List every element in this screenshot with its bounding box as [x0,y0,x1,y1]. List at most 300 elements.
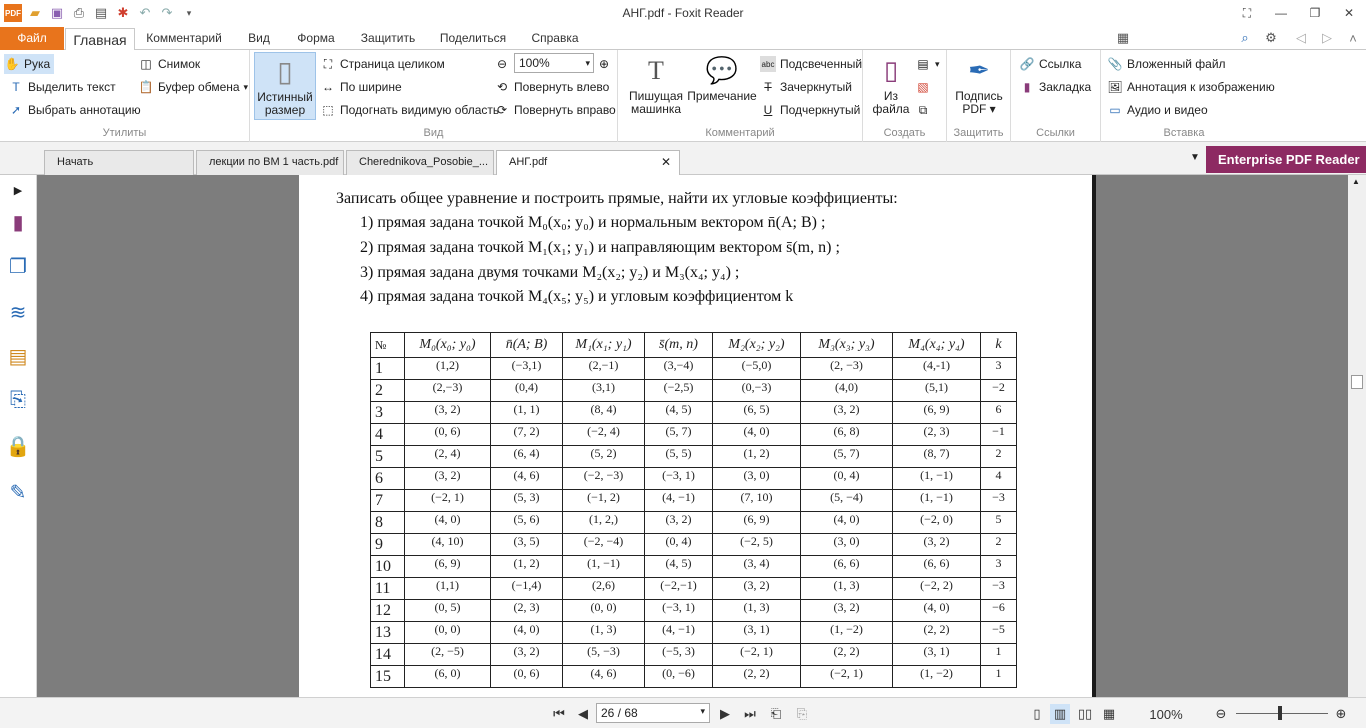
expand-panel-icon[interactable]: ▶ [13,184,23,197]
table-cell: (4, 0) [893,600,981,622]
table-cell: (0, −6) [645,666,713,688]
table-cell: −6 [981,600,1017,622]
paperclip-icon: 📎 [1107,57,1123,71]
table-cell: (−2, 4) [563,424,645,446]
table-row [371,446,1017,468]
signatures-panel-icon[interactable]: ✎ [9,481,27,504]
table-cell: (3, 2) [713,578,801,600]
table-cell: (6, 5) [713,402,801,424]
table-header-cell: M₀(x₀; y₀) [405,333,491,358]
table-row [371,468,1017,490]
table-cell: (3, 2) [801,402,893,424]
properties-icon[interactable]: ▤ [94,5,108,20]
table-cell: (−3, 1) [645,468,713,490]
underline-icon: U [763,103,773,117]
table-cell: (3, 4) [713,556,801,578]
from-file-button[interactable]: ▯ Из файла [872,54,910,116]
back-icon[interactable]: ◁ [1296,30,1306,45]
group-utils [0,50,250,142]
task-item-3: 3) прямая задана двумя точками M₂(x₂; y₂) и M₃(x₄; y₄) ; [360,264,740,281]
table-cell: (4, 0) [491,622,563,644]
pdf-page [299,175,1096,697]
group-label-insert: Вставка [1163,127,1205,139]
table-cell: (2, 3) [491,600,563,622]
settings-icon[interactable]: ⚙ [1265,30,1277,45]
rotate-right-button[interactable]: ⟳ Повернуть вправо [494,100,616,120]
image-annotation-button[interactable]: 🖼 Аннотация к изображению [1107,80,1275,94]
arrow-select-icon: ➚ [10,103,22,117]
group-label-links: Ссылки [1036,127,1075,139]
page-number-field[interactable]: 26 / 68 ▾ [596,703,710,723]
table-cell: 3 [981,556,1017,578]
table-cell: (3,1) [563,380,645,402]
table-cell: 6 [981,402,1017,424]
table-cell: (6, 6) [801,556,893,578]
table-cell: (1, −2) [893,666,981,688]
table-cell: (0, 6) [491,666,563,688]
security-panel-icon[interactable]: 🔒 [5,435,31,458]
table-cell: (−1,4) [491,578,563,600]
table-cell: (1, 3) [801,578,893,600]
table-cell: (−1, 2) [563,490,645,512]
table-row [371,380,1017,402]
zoom-select[interactable]: 100% ▾ [514,53,594,73]
close-button[interactable]: ✕ [1343,6,1355,20]
table-cell: (4, 6) [563,666,645,688]
table-cell: (5, −4) [801,490,893,512]
tab-form[interactable]: Форма [297,31,335,45]
table-cell: (3, 0) [713,468,801,490]
table-cell: (4, 5) [645,402,713,424]
table-cell: (4, 5) [645,556,713,578]
title-bar [0,0,1366,27]
table-cell: (4, 0) [405,512,491,534]
restore-button[interactable]: ❐ [1309,6,1321,20]
last-page-button[interactable]: ⏭ [744,706,756,721]
prev-page-button[interactable]: ◀ [578,706,588,721]
table-cell: 8 [371,512,405,534]
document-viewer [37,175,1348,697]
table-cell: (6, 8) [801,424,893,446]
bookmark-button[interactable]: ▮ Закладка [1019,77,1091,97]
enterprise-banner[interactable]: Enterprise PDF Reader [1206,146,1366,173]
tab-file[interactable]: Файл [0,27,64,50]
table-header-cell: M₂(x₂; y₂) [713,333,801,358]
chevron-down-icon: ▾ [700,706,705,716]
table-header-cell: M₄(x₄; y₄) [893,333,981,358]
rotate-right-icon: ⟳ [496,103,508,117]
table-cell: (1,1) [405,578,491,600]
table-header-cell: k [981,333,1017,358]
table-cell: (−3, 1) [645,600,713,622]
tab-comment[interactable]: Комментарий [146,31,222,45]
zoom-out-button[interactable] [494,54,510,74]
table-cell: (5, 3) [491,490,563,512]
table-cell: (1, −1) [893,490,981,512]
table-cell: −3 [981,578,1017,600]
zoom-slider-thumb[interactable] [1278,706,1282,720]
note-button[interactable]: 💬 Примечание [687,54,757,103]
fullscreen-icon[interactable]: ⛶ [1242,5,1252,20]
table-cell: 4 [981,468,1017,490]
table-cell: 2 [981,446,1017,468]
table-cell: (7, 10) [713,490,801,512]
table-cell: (3, 2) [405,468,491,490]
fit-width-button[interactable]: ↔ По ширине [322,80,402,94]
zoom-in-button[interactable] [596,54,612,74]
table-cell: (0, 0) [563,600,645,622]
table-header-cell: n̄(A; B) [491,333,563,358]
table-row [371,358,1017,380]
table-cell: (−2, −4) [563,534,645,556]
doc-tab-start[interactable]: Начать [44,150,194,175]
attachments-panel-icon[interactable]: ⎘ [10,388,26,411]
table-cell: (4,0) [801,380,893,402]
link-button[interactable]: 🔗 Ссылка [1019,57,1082,71]
table-cell: (2,−3) [405,380,491,402]
document-tabs [0,142,1366,175]
save-icon[interactable]: ▣ [50,5,64,20]
table-cell: (3, 2) [491,644,563,666]
table-cell: 3 [371,402,405,424]
table-cell: (0, 6) [405,424,491,446]
table-cell: (3, 2) [405,402,491,424]
actual-size-button[interactable]: ▯ Истинный размер [254,52,316,120]
table-cell: 1 [371,358,405,380]
table-cell: (0, 4) [645,534,713,556]
combine-icon: ⧉ [918,102,928,117]
table-cell: (1, 1) [491,402,563,424]
table-cell: (1, 2,) [563,512,645,534]
table-row [371,556,1017,578]
table-cell: (2, 4) [405,446,491,468]
tab-share[interactable]: Поделиться [439,31,507,45]
zoom-out-icon: ⊖ [496,57,508,71]
hand-icon: ✋ [4,57,20,71]
fit-width-icon: ↔ [322,80,334,94]
table-row [371,600,1017,622]
table-cell: (1, −1) [893,468,981,490]
snapshot-tool[interactable]: ◫ Снимок [138,54,200,74]
doc-tab-lectures[interactable]: лекции по ВМ 1 часть.pdf [196,150,344,175]
chevron-down-icon: ▾ [935,58,940,69]
table-cell: (4, 6) [491,468,563,490]
task-item-2: 2) прямая задана точкой M₁(x₁; y₁) и направляющим вектором s̄(m, n) ; [360,239,840,256]
status-bar [0,697,1366,728]
ribbon-tabs [0,27,1366,50]
fit-page-icon: ⛶ [323,56,333,71]
table-cell: (2,−1) [563,358,645,380]
prev-view-icon[interactable]: ⎗ [770,706,782,721]
group-comment [618,50,863,142]
table-cell: (0,4) [491,380,563,402]
task-heading: Записать общее уравнение и построить прямые, найти их угловые коэффициенты: [336,190,898,207]
navigation-panel [0,175,37,697]
tab-home[interactable]: Главная [65,28,135,52]
table-row [371,622,1017,644]
audio-video-button[interactable]: ▭ Аудио и видео [1107,100,1208,120]
camera-icon: ◫ [140,57,152,71]
create-blank-button[interactable] [915,54,940,74]
table-row [371,644,1017,666]
table-cell: (−5, 3) [645,644,713,666]
table-header-cell: № [371,333,405,358]
scroll-up-icon[interactable]: ▲ [1352,177,1360,186]
fit-visible-button[interactable]: ⬚ Подогнать видимую область [320,100,499,120]
table-cell: 11 [371,578,405,600]
attach-file-button[interactable]: 📎 Вложенный файл [1107,57,1226,71]
tabs-dropdown-icon[interactable]: ▼ [1190,152,1200,163]
table-header-cell: M₃(x₃; y₃) [801,333,893,358]
variants-table [370,332,1017,688]
chevron-down-icon: ▾ [585,57,590,68]
table-cell: (3, 1) [893,644,981,666]
group-links [1011,50,1101,142]
table-cell: 2 [981,534,1017,556]
table-cell: (6, 6) [893,556,981,578]
table-row [371,490,1017,512]
table-cell: (0, 0) [405,622,491,644]
table-cell: (2, 3) [893,424,981,446]
table-cell: (2, 2) [801,644,893,666]
table-cell: 4 [371,424,405,446]
table-cell: 9 [371,534,405,556]
table-cell: (5, −3) [563,644,645,666]
table-cell: −1 [981,424,1017,446]
table-cell: (−2, 0) [893,512,981,534]
from-clipboard-button[interactable] [915,77,931,97]
table-cell: (1, 2) [491,556,563,578]
clipboard-pdf-icon: ▧ [917,80,929,94]
table-cell: (0, 4) [801,468,893,490]
dropdown-icon[interactable]: ▾ [186,7,192,18]
table-cell: (3, 2) [801,600,893,622]
select-annotation-tool[interactable]: ➚ Выбрать аннотацию [8,100,141,120]
bookmarks-panel-icon[interactable]: ▮ [12,211,24,234]
sign-pdf-button[interactable]: ✒ Подпись PDF ▾ [955,54,1003,116]
table-cell: 1 [981,644,1017,666]
table-cell: (6, 9) [893,402,981,424]
find-icon[interactable]: ▦ [1116,30,1130,45]
continuous-page-icon[interactable]: ▥ [1050,704,1070,724]
tab-help[interactable]: Справка [531,31,579,45]
table-cell: (1,2) [405,358,491,380]
table-cell: (1, 2) [713,446,801,468]
table-cell: (3, 0) [801,534,893,556]
facing-page-icon[interactable]: ▯▯ [1077,706,1093,721]
table-cell: (−2, 2) [893,578,981,600]
table-cell: 15 [371,666,405,688]
highlight-button[interactable]: abc Подсвеченный [761,57,863,71]
table-cell: (3, 1) [713,622,801,644]
vertical-scrollbar[interactable] [1348,175,1366,697]
underline-button[interactable]: U Подчеркнутый [760,100,860,120]
table-row [371,424,1017,446]
table-cell: (5,1) [893,380,981,402]
table-cell: 5 [981,512,1017,534]
window-title: АНГ.pdf - Foxit Reader [622,6,744,20]
window-controls [1230,0,1366,26]
table-cell: (−2,5) [645,380,713,402]
next-page-button[interactable]: ▶ [720,706,730,721]
undo-icon[interactable]: ↶ [139,5,151,20]
image-icon: 🖼 [1107,80,1123,94]
table-cell: (−2, 1) [713,644,801,666]
strikeout-icon: T [764,80,772,94]
table-cell: (6, 4) [491,446,563,468]
fit-page-button[interactable]: ⛶ Страница целиком [320,54,445,74]
table-cell: (6, 0) [405,666,491,688]
table-cell: (−2,−1) [645,578,713,600]
table-cell: (0, 5) [405,600,491,622]
strikeout-button[interactable]: T Зачеркнутый [760,77,852,97]
minimize-button[interactable]: — [1275,6,1287,20]
table-header-cell: s̄(m, n) [645,333,713,358]
doc-tab-ang[interactable]: АНГ.pdf ✕ [496,150,680,175]
table-header-cell: M₁(x₁; y₁) [563,333,645,358]
group-insert [1101,50,1275,142]
note-icon: 💬 [705,54,739,85]
highlight-icon: abc [760,56,776,72]
table-row [371,534,1017,556]
doc-tab-cherednikova[interactable]: Cherednikova_Posobie_... [346,150,494,175]
table-cell: (3, 5) [491,534,563,556]
table-row [371,666,1017,688]
chevron-down-icon: ▾ [243,81,249,92]
page-edge [1092,175,1096,697]
video-icon: ▭ [1109,103,1121,117]
table-cell: (5, 7) [645,424,713,446]
ribbon [0,50,1366,142]
rotate-left-icon: ⟲ [496,80,508,94]
table-cell: (7, 2) [491,424,563,446]
blank-page-icon: ▤ [917,57,929,71]
pdf-logo-icon[interactable]: PDF [4,4,22,22]
first-page-button[interactable]: ⏮ [553,706,565,721]
table-cell: (2, −3) [801,358,893,380]
combine-button[interactable] [915,100,931,120]
typewriter-button[interactable]: T Пишущая машинка [629,55,683,116]
task-item-4: 4) прямая задана точкой M₄(x₅; y₅) и угловым коэффициентом k [360,288,794,305]
layers-panel-icon[interactable]: ≋ [9,301,27,324]
clipboard-tool[interactable]: 📋 Буфер обмена ▾ [138,80,249,94]
table-cell: (4, 0) [801,512,893,534]
table-cell: −5 [981,622,1017,644]
group-view [250,50,618,142]
redo-icon[interactable]: ↷ [161,5,173,20]
table-cell: (2, 2) [713,666,801,688]
table-row [371,512,1017,534]
signature-pen-icon: ✒ [968,54,990,85]
zoom-level: 100% [1149,706,1183,722]
select-text-tool[interactable]: T Выделить текст [8,77,116,97]
group-label-create: Создать [883,127,926,139]
search-icon[interactable]: ⌕ [1241,30,1249,45]
status-zoom-out-icon[interactable]: ⊖ [1215,706,1227,721]
table-cell: (4, 10) [405,534,491,556]
hand-tool[interactable]: ✋ Рука [4,54,54,74]
table-cell: (6, 9) [405,556,491,578]
single-page-icon[interactable]: ▯ [1033,706,1041,721]
new-icon[interactable]: ✱ [117,5,129,20]
table-cell: 7 [371,490,405,512]
group-label-protect: Защитить [953,127,1004,139]
table-cell: (8, 7) [893,446,981,468]
tab-protect[interactable]: Защитить [360,31,416,45]
next-view-icon[interactable]: ⎘ [796,706,808,721]
group-label-comment: Комментарий [705,127,775,139]
table-cell: (5, 7) [801,446,893,468]
table-cell: (5, 2) [563,446,645,468]
table-cell: (5, 6) [491,512,563,534]
table-cell: 14 [371,644,405,666]
table-cell: (2, 2) [893,622,981,644]
table-row [371,578,1017,600]
table-cell: (−3,1) [491,358,563,380]
table-cell: (3,−4) [645,358,713,380]
table-cell: (4, 0) [713,424,801,446]
link-icon: 🔗 [1019,57,1035,71]
open-icon[interactable]: ▰ [30,5,40,20]
table-cell: (1, −1) [563,556,645,578]
forward-icon[interactable]: ▷ [1322,30,1332,45]
table-cell: 13 [371,622,405,644]
table-row [371,402,1017,424]
continuous-facing-icon[interactable]: ▦ [1102,706,1116,721]
table-cell: (4,-1) [893,358,981,380]
print-icon[interactable]: ⎙ [73,5,85,20]
task-item-1: 1) прямая задана точкой M₀(x₀; y₀) и нормальным вектором n̄(A; B) ; [360,214,826,231]
table-cell: (1, 3) [563,622,645,644]
table-cell: (4, −1) [645,490,713,512]
table-cell: (3, 2) [893,534,981,556]
table-header-row [371,333,1017,358]
text-cursor-icon: T [12,80,20,94]
table-cell: 5 [371,446,405,468]
from-file-icon: ▯ [883,54,899,85]
tab-view[interactable]: Вид [248,31,270,45]
collapse-ribbon-icon[interactable]: ˄ [1349,30,1357,46]
table-cell: (−5,0) [713,358,801,380]
table-cell: (2,6) [563,578,645,600]
group-label-view: Вид [423,127,444,139]
group-create [863,50,947,142]
table-cell: 6 [371,468,405,490]
status-zoom-in-icon[interactable]: ⊕ [1335,706,1347,721]
zoom-slider[interactable] [1236,713,1328,714]
table-cell: (8, 4) [563,402,645,424]
table-cell: (0,−3) [713,380,801,402]
table-cell: 2 [371,380,405,402]
table-cell: 10 [371,556,405,578]
table-cell: −2 [981,380,1017,402]
group-protect [947,50,1011,142]
table-cell: (−2, 5) [713,534,801,556]
close-tab-icon[interactable]: ✕ [660,155,671,169]
fit-visible-icon: ⬚ [322,103,334,117]
rotate-left-button[interactable]: ⟲ Повернуть влево [494,77,609,97]
pages-panel-icon[interactable]: ❐ [9,255,27,278]
typewriter-icon: T [648,55,664,85]
scroll-thumb[interactable] [1351,375,1363,389]
bookmark-icon: ▮ [1023,80,1031,94]
table-cell: (1, −2) [801,622,893,644]
table-cell: (2, −5) [405,644,491,666]
comments-panel-icon[interactable]: ▤ [8,345,28,368]
table-cell: (−2, 1) [801,666,893,688]
table-cell: (−2, −3) [563,468,645,490]
table-cell: −3 [981,490,1017,512]
